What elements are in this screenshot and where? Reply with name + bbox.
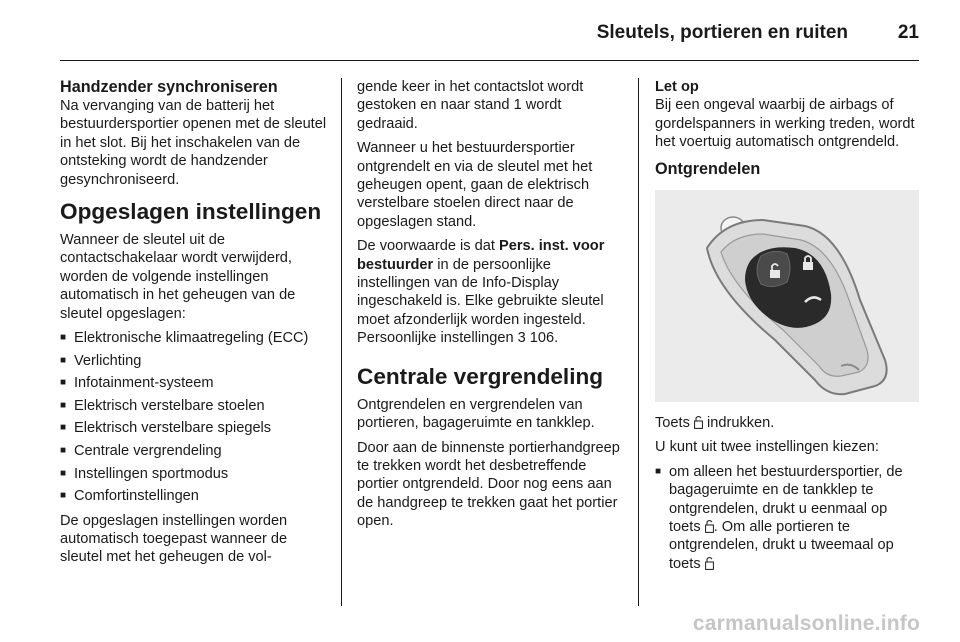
list-item: ■ Infotainment-systeem [60,374,328,392]
list-item: ■ Elektrisch verstelbare spiegels [60,419,328,437]
unlock-options-list [655,463,920,573]
heading-unlock: Ontgrendelen [655,159,761,178]
paragraph-choose: U kunt uit twee instellingen kiezen: [655,439,879,456]
page-title: Sleutels, portieren en ruiten [596,22,848,43]
saved-settings-list [60,329,328,506]
column-divider-1 [341,78,342,606]
list-item: ■ om alleen het bestuurdersportier, de bagageruimte en de tankklep te ontgrendelen, drukt u eenmaal op toets . Om alle portieren te ontgrendelen, drukt u tweemaal op toets [655,463,920,573]
car-key-illustration [655,190,919,402]
unlock-key-icon [705,556,714,570]
setting-name: Pers. inst. voor bestuurder [357,238,605,273]
column-divider-2 [638,78,639,606]
header-rule [60,60,919,61]
paragraph-saved-settings: Wanneer de sleutel uit de contactschakelaar wordt verwijderd, worden de volgende instellingen automatisch in het geheugen van de sleutel opgeslagen: [60,232,296,322]
paragraph-auto-apply: De opgeslagen instellingen worden automatisch toegepast wanneer de sleutel met het geheugen de vol- [60,512,288,566]
paragraph-unlock-memory: Wanneer u het bestuurdersportier ontgrendelt en via de sleutel met het geheugen opent, gaan de elektrisch verstelbare stoelen direct naar de opgeslagen stand. [357,140,593,230]
list-item: ■ Instellingen sportmodus [60,465,328,483]
column-1 [60,78,328,573]
page-reference-link[interactable]: 3 106. [517,330,559,347]
paragraph-inner-handle: Door aan de binnenste portierhandgreep te trekken wordt het desbetreffende portier ontgrendeld. Door nog eens aan de handgreep te trekken gaat het portier open. [357,439,620,530]
watermark: carmanualsonline.info [692,612,920,635]
list-item: ■ Comfortinstellingen [60,487,328,505]
paragraph-auto-apply-cont: gende keer in het contactslot wordt gestoken en naar stand 1 wordt gedraaid. [357,79,584,132]
paragraph-press-key: Toets indrukken. [655,415,775,432]
heading-sync: Handzender synchroniseren [60,78,278,96]
list-item: ■ Elektronische klimaatregeling (ECC) [60,329,328,347]
note-label: Let op [655,79,699,95]
unlock-key-icon [694,415,703,429]
paragraph-condition: De voorwaarde is dat Pers. inst. voor bestuurder in de persoonlijke instellingen van de Info-Display ingeschakeld is. Elke gebruikte sleutel moet afzonderlijk worden ingesteld. Persoonlijke instellingen 3 106. [357,238,605,347]
unlock-key-icon [705,519,714,533]
paragraph-central-locking: Ontgrendelen en vergrendelen van portieren, bagageruimte en tankklep. [357,396,595,432]
note-text: Bij een ongeval waarbij de airbags of gordelspanners in werking treden, wordt het voertuig automatisch ontgrendeld. [655,97,915,151]
heading-saved-settings: Opgeslagen instellingen [60,199,322,225]
paragraph-sync: Na vervanging van de batterij het bestuurdersportier openen met de sleutel in het slot. Bij het inschakelen van de ontsteking wordt de handzender gesynchroniseerd. [60,98,327,188]
page-number: 21 [897,22,919,43]
note-box [655,78,920,152]
list-item: ■ Elektrisch verstelbare stoelen [60,397,328,415]
list-item: ■ Centrale vergrendeling [60,442,328,460]
list-item: ■ Verlichting [60,352,328,370]
heading-central-locking: Centrale vergrendeling [357,363,604,389]
column-2 [357,78,625,537]
column-3 [655,78,920,579]
